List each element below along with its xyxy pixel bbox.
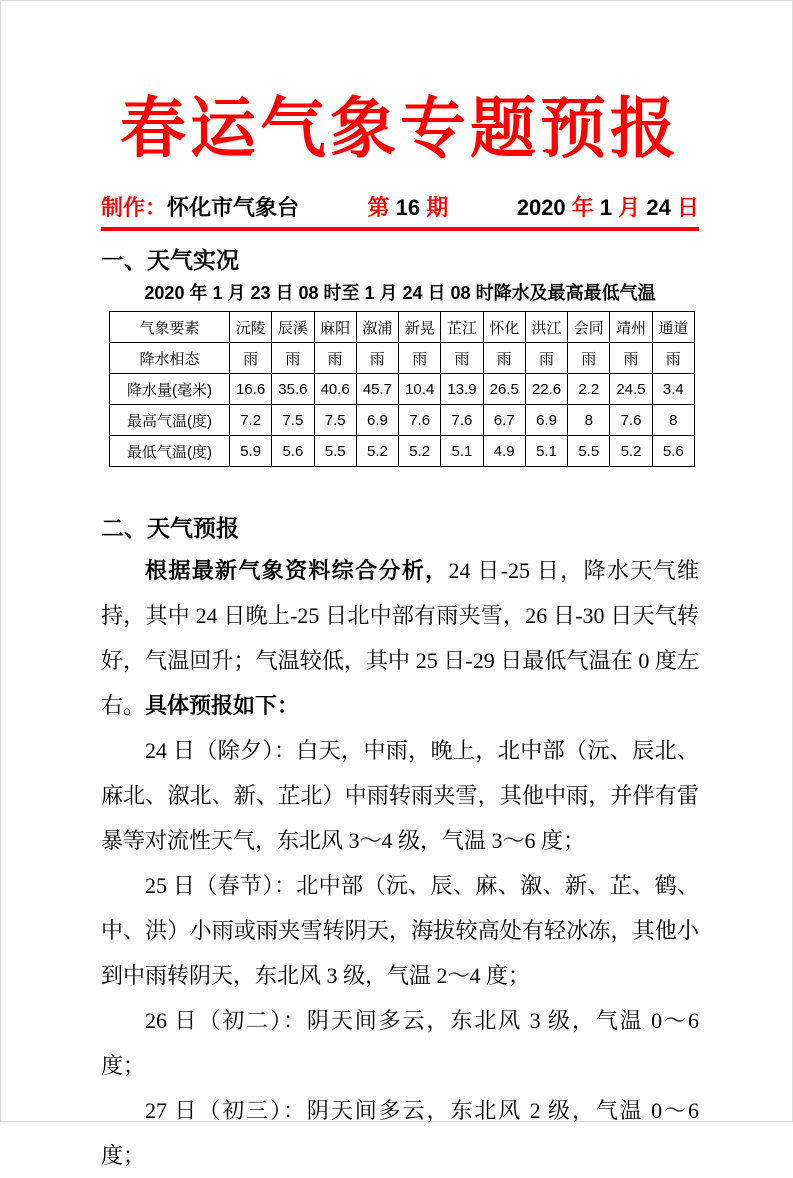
table-header-cell: 溆浦 [356,312,398,343]
value-cell: 24.5 [610,374,652,405]
value-cell: 5.5 [568,436,610,467]
value-cell: 7.6 [399,405,441,436]
value-cell: 8 [652,405,694,436]
table-header-cell: 芷江 [441,312,483,343]
text-segment: 25 日（春节）：北中部（沅、辰、麻、溆、新、芷、鹤、中、洪）小雨或雨夹雪转阴天，海拔较高处有轻冰冻，其他小到中雨转阴天，东北风 3 级，气温 2～4 度； [101,873,699,988]
text-segment: 24 日（除夕）：白天，中雨，晚上，北中部（沅、辰北、麻北、溆北、新、芷北）中雨转雨夹雪，其他中雨，并伴有雷暴等对流性天气，东北风 3～4 级，气温 3～6 度； [101,738,699,853]
table-header-cell: 靖州 [610,312,652,343]
forecast-paragraphs [101,548,699,1178]
row-label-cell: 降水相态 [110,343,230,374]
value-cell: 5.6 [272,436,314,467]
value-cell: 8 [568,405,610,436]
text-segment: 怀化市气象台 [167,195,300,220]
section-1-heading: 一、天气实况 [101,247,239,273]
value-cell: 5.2 [610,436,652,467]
text-segment: 27 日（初三）：阴天间多云，东北风 2 级，气温 0～6 度； [101,1098,699,1168]
text-segment: 年 [571,195,594,220]
value-cell: 雨 [272,343,314,374]
table-header-cell: 新晃 [399,312,441,343]
text-segment: 第 [367,195,396,220]
value-cell: 7.6 [441,405,483,436]
value-cell: 雨 [525,343,567,374]
value-cell: 7.5 [272,405,314,436]
text-segment: 26 日（初二）：阴天间多云，东北风 3 级，气温 0～6 度； [101,1008,699,1078]
value-cell: 5.5 [314,436,356,467]
table-header-cell: 辰溪 [272,312,314,343]
value-cell: 22.6 [525,374,567,405]
value-cell: 2.2 [568,374,610,405]
text-segment: 24 日-25 日，降水天气维持，其中 24 日晚上-25 日北中部有雨夹雪，26 日-30 日天气转好，气温回升；气温较低，其中 25 日-29 日最低气温在 0 度左右。 [101,558,699,718]
issue-number [368,193,449,223]
weather-table-title: 2020 年 1 月 23 日 08 时至 1 月 24 日 08 时降水及最高最低气温 [144,283,656,303]
value-cell: 16.6 [230,374,272,405]
value-cell: 雨 [230,343,272,374]
value-cell: 雨 [356,343,398,374]
table-header-cell: 怀化 [483,312,525,343]
row-label-cell: 最高气温(度) [110,405,230,436]
table-row [110,436,695,467]
section-2-heading: 二、天气预报 [101,515,239,541]
forecast-paragraph [101,728,699,863]
value-cell: 雨 [652,343,694,374]
value-cell: 5.2 [399,436,441,467]
table-row [110,405,695,436]
value-cell: 13.9 [441,374,483,405]
table-header-cell: 气象要素 [110,312,230,343]
meta-row [101,193,699,223]
value-cell: 5.1 [441,436,483,467]
text-segment: 24 [640,195,677,220]
value-cell: 雨 [610,343,652,374]
value-cell: 45.7 [356,374,398,405]
value-cell: 5.6 [652,436,694,467]
text-segment: 日 [676,195,699,220]
text-segment: 制作： [101,195,168,220]
value-cell: 3.4 [652,374,694,405]
value-cell: 6.9 [525,405,567,436]
text-segment: 2020 [516,195,572,220]
value-cell: 4.9 [483,436,525,467]
forecast-paragraph [101,863,699,998]
value-cell: 26.5 [483,374,525,405]
forecast-paragraph [101,548,699,728]
table-header-row [110,312,695,343]
value-cell: 雨 [399,343,441,374]
table-header-cell: 洪江 [525,312,567,343]
value-cell: 5.2 [356,436,398,467]
text-segment: 1 [593,195,619,220]
table-header-cell: 沅陵 [230,312,272,343]
forecast-paragraph [101,1088,699,1178]
value-cell: 雨 [314,343,356,374]
table-header-cell: 通道 [652,312,694,343]
value-cell: 6.9 [356,405,398,436]
table-header-cell: 麻阳 [314,312,356,343]
producer-label [101,193,299,223]
value-cell: 7.2 [230,405,272,436]
value-cell: 6.7 [483,405,525,436]
value-cell: 35.6 [272,374,314,405]
value-cell: 雨 [441,343,483,374]
document-title: 春运气象专题预报 [120,93,680,166]
table-row [110,343,695,374]
value-cell: 5.1 [525,436,567,467]
text-segment: 16 [395,195,421,220]
table-header-cell: 会同 [568,312,610,343]
value-cell: 10.4 [399,374,441,405]
page-content [1,1,792,1178]
value-cell: 7.5 [314,405,356,436]
table-row [110,374,695,405]
forecast-paragraph [101,998,699,1088]
value-cell: 雨 [483,343,525,374]
value-cell: 雨 [568,343,610,374]
issue-date [517,193,699,223]
text-segment: 月 [618,195,641,220]
text-segment: 期 [420,195,449,220]
weather-table [109,311,695,467]
row-label-cell: 最低气温(度) [110,436,230,467]
red-divider [101,227,699,231]
text-segment: 根据最新气象资料综合分析， [145,558,449,583]
text-segment: 具体预报如下： [145,693,300,718]
value-cell: 7.6 [610,405,652,436]
row-label-cell: 降水量(毫米) [110,374,230,405]
value-cell: 5.9 [230,436,272,467]
value-cell: 40.6 [314,374,356,405]
